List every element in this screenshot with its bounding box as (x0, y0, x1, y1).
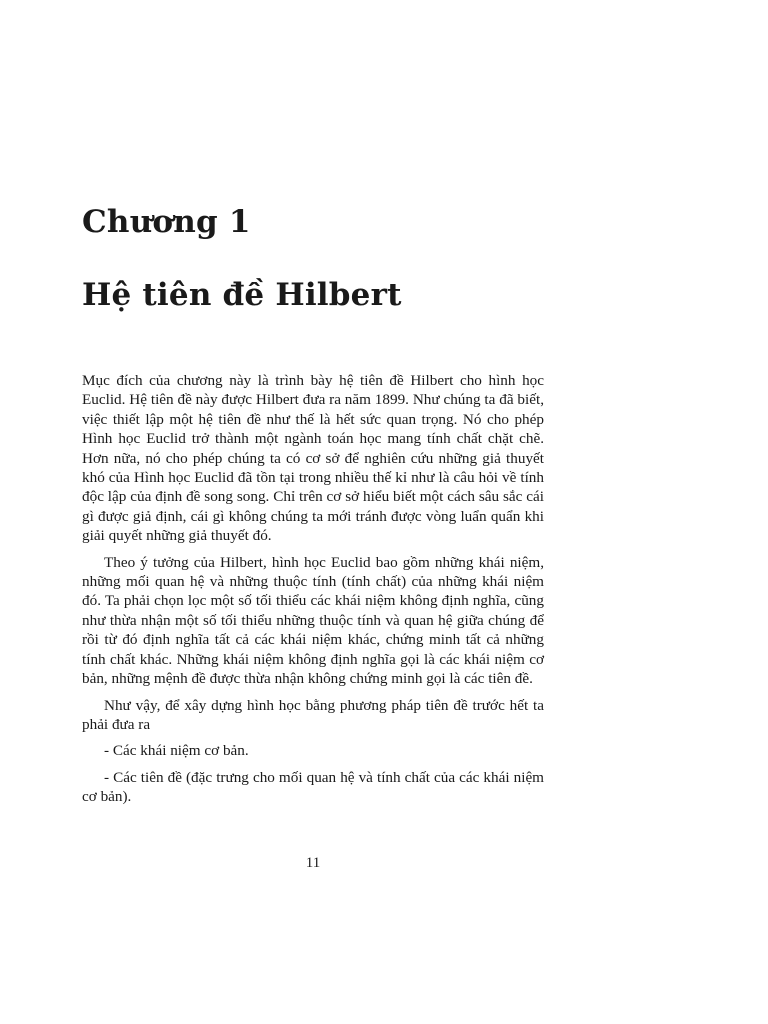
page-number: 11 (305, 855, 321, 871)
body-text (82, 371, 544, 814)
paragraph-hilbert-idea: Theo ý tưởng của Hilbert, hình học Euclid bao gồm những khái niệm, những mối quan hệ và những thuộc tính (tính chất) của những khái niệm đó. Ta phải chọn lọc một số tối thiểu các khái niệm không định nghĩa, cũng như thừa nhận một số tối thiểu những thuộc tính và quan hệ giữa chúng để rồi từ đó định nghĩa tất cả các khái niệm khác, chứng minh tất cả những tính chất khác. Những khái niệm không định nghĩa gọi là các khái niệm cơ bản, những mệnh đề được thừa nhận không chứng minh gọi là các tiên đề. (82, 553, 544, 688)
list-item-axioms: - Các tiên đề (đặc trưng cho mối quan hệ và tính chất của các khái niệm cơ bản). (82, 768, 544, 806)
paragraph-intro: Mục đích của chương này là trình bày hệ tiên đề Hilbert cho hình học Euclid. Hệ tiên đề này được Hilbert đưa ra năm 1899. Như chúng ta đã biết, việc thiết lập một hệ tiên đề như thế là hết sức quan trọng. Nó cho phép Hình học Euclid trở thành một ngành toán học mang tính chất chặt chẽ. Hơn nữa, nó cho phép chúng ta có cơ sở để nghiên cứu những giả thuyết khó của Hình học Euclid đã tồn tại trong nhiều thế kỉ như là câu hỏi về tính độc lập của định đề song song. Chỉ trên cơ sở hiểu biết một cách sâu sắc cái gì được giả định, cái gì không chúng ta mới tránh được vòng luẩn quẩn khi giải quyết những giả thuyết đó. (82, 372, 544, 545)
chapter-label: Chương 1 (82, 204, 251, 240)
list-item-basic-concepts: - Các khái niệm cơ bản. (104, 742, 249, 760)
chapter-title: Hệ tiên đề Hilbert (82, 277, 402, 313)
paragraph-method: Như vậy, để xây dựng hình học bằng phương pháp tiên đề trước hết ta phải đưa ra (82, 696, 544, 733)
